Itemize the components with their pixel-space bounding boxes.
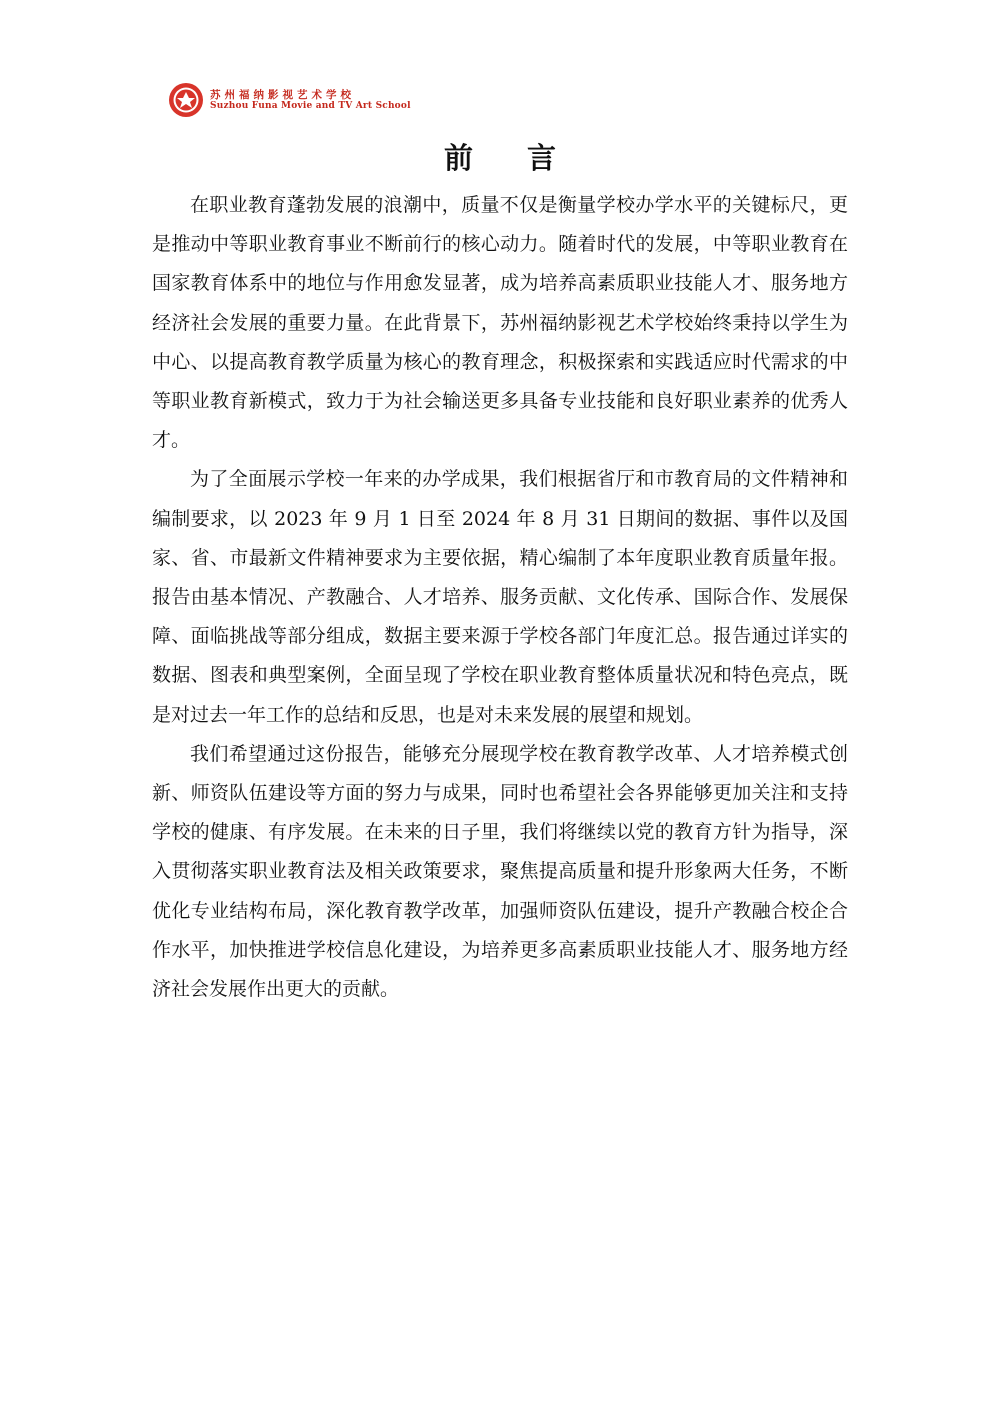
page-title: 前 言 — [443, 141, 579, 175]
paragraph-1: 在职业教育蓬勃发展的浪潮中，质量不仅是衡量学校办学水平的关键标尺，更是推动中等职业教育事业不断前行的核心动力。随着时代的发展，中等职业教育在国家教育体系中的地位与作用愈发显著，成为培养高素质职业技能人才、服务地方经济社会发展的重要力量。在此背景下，苏州福纳影视艺术学校始终秉持以学生为中心、以提高教育教学质量为核心的教育理念，积极探索和实践适应时代需求的中等职业教育新模式，致力于为社会输送更多具备专业技能和良好职业素养的优秀人才。 — [152, 194, 848, 452]
paragraph-3: 我们希望通过这份报告，能够充分展现学校在教育教学改革、人才培养模式创新、师资队伍建设等方面的努力与成果，同时也希望社会各界能够更加关注和支持学校的健康、有序发展。在未来的日子里，我们将继续以党的教育方针为指导，深入贯彻落实职业教育法及相关政策要求，聚焦提高质量和提升形象两大任务，不断优化专业结构布局，深化教育教学改革，加强师资队伍建设，提升产教融合校企合作水平，加快推进学校信息化建设，为培养更多高素质职业技能人才、服务地方经济社会发展作出更大的贡献。 — [152, 742, 848, 1001]
document-body — [152, 186, 848, 1009]
school-name-cn: 苏州福纳影视艺术学校 — [210, 88, 355, 101]
page-header — [168, 80, 411, 120]
school-name-block — [210, 89, 411, 111]
school-name-en: Suzhou Funa Movie and TV Art School — [210, 100, 411, 111]
paragraph-2: 为了全面展示学校一年来的办学成果，我们根据省厅和市教育局的文件精神和编制要求，以 2023 年 9 月 1 日至 2024 年 8 月 31 日期间的数据、事件以及国家、省、市最新文件精神要求为主要依据，精心编制了本年度职业教育质量年报。报告由基本情况、产教融合、人才培养、服务贡献、文化传承、国际合作、发展保障、面临挑战等部分组成，数据主要来源于学校各部门年度汇总。报告通过详实的数据、图表和典型案例，全面呈现了学校在职业教育整体质量状况和特色亮点，既是对过去一年工作的总结和反思，也是对未来发展的展望和规划。 — [152, 468, 848, 726]
school-logo-icon — [168, 82, 204, 118]
